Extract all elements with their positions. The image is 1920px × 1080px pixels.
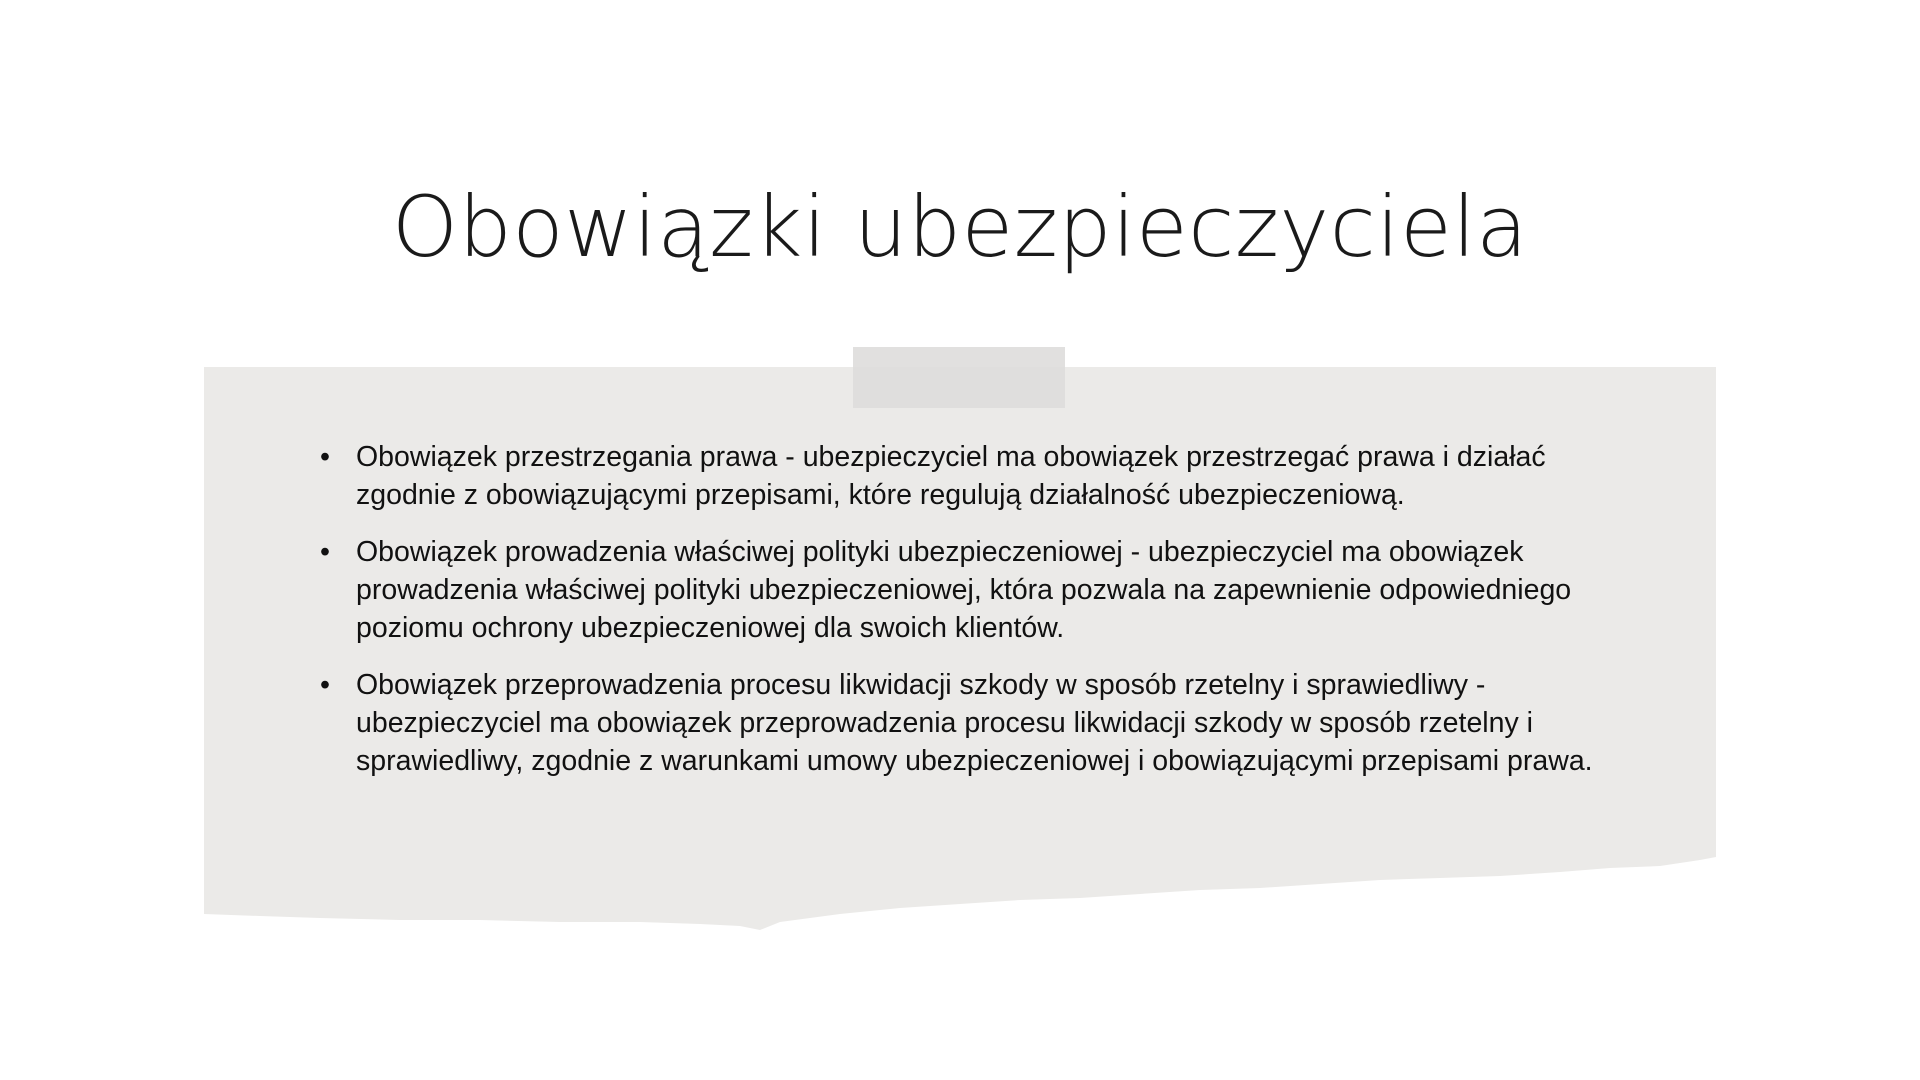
bullet-item <box>320 533 1620 647</box>
bullet-icon: • <box>320 441 330 473</box>
bullet-icon: • <box>320 669 330 701</box>
bullet-item <box>320 438 1620 514</box>
bullet-icon: • <box>320 536 330 568</box>
bullet-text: Obowiązek przestrzegania prawa - ubezpieczyciel ma obowiązek przestrzegać prawa i działać zgodnie z obowiązującymi przepisami, które regulują działalność ubezpieczeniową. <box>356 441 1546 511</box>
bullet-text: Obowiązek prowadzenia właściwej polityki ubezpieczeniowej - ubezpieczyciel ma obowiązek prowadzenia właściwej polityki ubezpieczeniowej, która pozwala na zapewnienie odpowiedniego poziomu ochrony ubezpieczeniowej dla swoich klientów. <box>356 536 1572 644</box>
tape-strip <box>853 347 1065 408</box>
bullet-text: Obowiązek przeprowadzenia procesu likwidacji szkody w sposób rzetelny i sprawiedliwy - ubezpieczyciel ma obowiązek przeprowadzenia procesu likwidacji szkody w sposób rzetelny i sprawiedliwy, zgodnie z warunkami umowy ubezpieczeniowej i obowiązującymi przepisami prawa. <box>356 669 1593 777</box>
bullet-item <box>320 666 1620 780</box>
bullet-list <box>320 438 1620 799</box>
slide-title: Obowiązki ubezpieczyciela <box>391 178 1529 276</box>
